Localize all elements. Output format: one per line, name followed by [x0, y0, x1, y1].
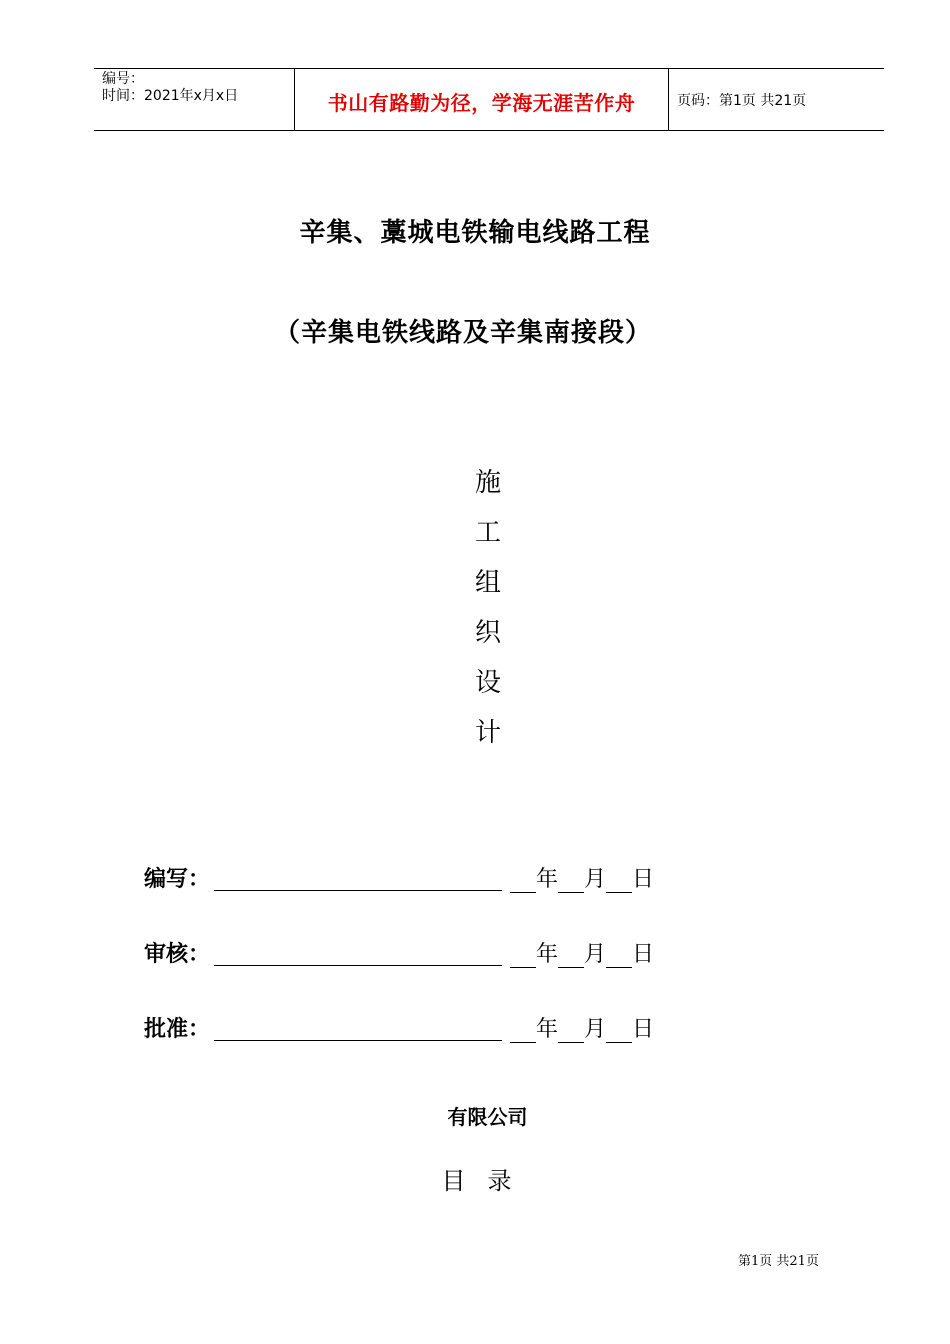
- document-number-label: 编号：: [102, 71, 144, 87]
- vertical-title-char: 织: [474, 618, 501, 648]
- signature-date: 年 月 日: [510, 937, 654, 968]
- vertical-title-char: 施: [474, 468, 501, 498]
- header-page-cell: [668, 69, 884, 130]
- header-motto: 书山有路勤为径，学海无涯苦作舟: [327, 91, 636, 115]
- page-header: [94, 68, 884, 131]
- toc-heading: 目录: [441, 1167, 534, 1195]
- signature-label: 编写：: [144, 867, 211, 892]
- header-info-cell: [94, 69, 294, 130]
- header-motto-cell: [294, 69, 669, 130]
- signature-line[interactable]: [214, 1040, 502, 1041]
- vertical-title-char: 组: [474, 568, 501, 598]
- vertical-title-char: 设: [474, 668, 501, 698]
- signature-label: 批准：: [144, 1017, 211, 1042]
- signature-line[interactable]: [214, 965, 502, 966]
- signature-date: 年 月 日: [510, 862, 654, 893]
- document-title: 辛集、藁城电铁输电线路工程: [299, 218, 651, 248]
- vertical-title-char: 工: [474, 518, 501, 548]
- company-name: 有限公司: [447, 1105, 528, 1129]
- document-time: 时间：2021年x月x日: [102, 88, 239, 104]
- signature-date: 年 月 日: [510, 1012, 654, 1043]
- document-subtitle: （辛集电铁线路及辛集南接段）: [273, 318, 652, 348]
- signature-label: 审核：: [144, 942, 211, 967]
- vertical-title-char: 计: [474, 718, 501, 748]
- footer-page-number: 第1页 共21页: [738, 1254, 819, 1269]
- signature-line[interactable]: [214, 890, 502, 891]
- header-page-number: 页码：第1页 共21页: [677, 93, 807, 109]
